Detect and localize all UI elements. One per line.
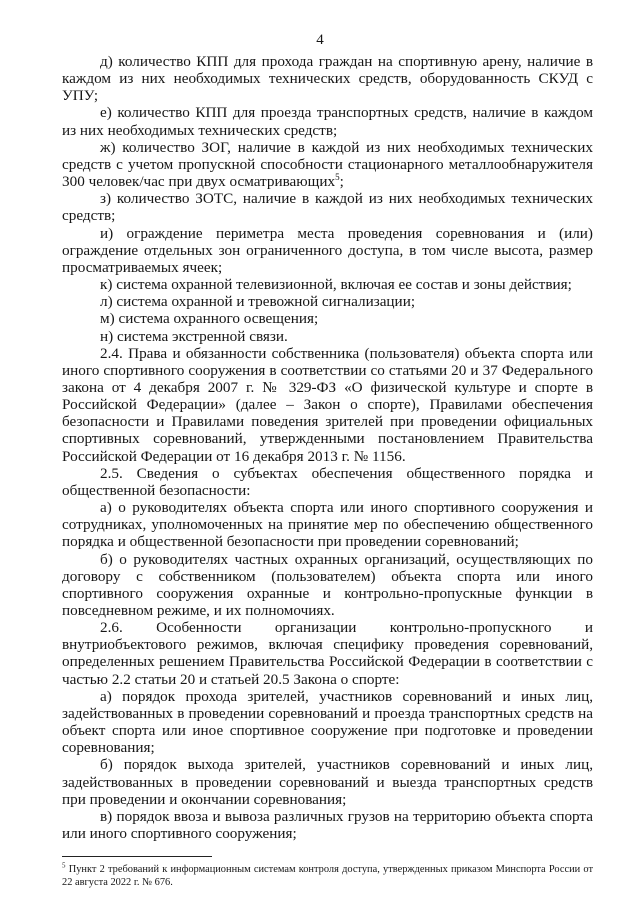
paragraph-m: м) система охранного освещения; <box>100 310 319 328</box>
section-2-6-v: в) порядок ввоза и вывоза различных грузов на территорию объекта спорта или иного спортивного сооружения; <box>62 807 593 843</box>
paragraph-n: н) система экстренной связи. <box>100 327 288 345</box>
footnote-marker: 5 <box>62 861 66 870</box>
footnote-divider <box>62 856 212 857</box>
paragraph-d: д) количество КПП для прохода граждан на спортивную арену, наличие в каждом из них необходимых технических средств, оборудованность СКУД с УПУ; <box>62 53 593 105</box>
paragraph-l: л) система охранной и тревожной сигнализации; <box>100 293 416 311</box>
section-2-5-b: б) о руководителях частных охранных организаций, осуществляющих по договору с собственником (пользователем) объекта спорта или иного спортивного сооружения охранные и контрольно-пропускные функции в повседневном режиме, и их полномочиях. <box>62 550 593 619</box>
paragraph-zh-end: ; <box>339 173 344 191</box>
footnote <box>62 861 593 889</box>
section-2-6-b: б) порядок выхода зрителей, участников соревнований и иных лиц, задействованных в проведении соревнований и выезда транспортных средств при проведении и окончании соревнования; <box>62 756 593 808</box>
page-number: 4 <box>316 32 324 48</box>
paragraph-zh-text: ж) количество ЗОГ, наличие в каждой из них необходимых технических средств с учетом пропускной способности стационарного металлообнаружителя 300 человек/час при двух осматривающих <box>62 138 593 191</box>
section-2-4: 2.4. Права и обязанности собственника (пользователя) объекта спорта или иного спортивного сооружения в соответствии со статьями 20 и 37 Федерального закона от 4 декабря 2007 г. № 329-ФЗ «О физической культуре и спорте в Российской Федерации» (далее – Закон о спорте), Правилами обеспечения безопасности и Правилами поведения зрителей при проведении официальных спортивных соревнований, утвержденными постановлением Правительства Российской Федерации от 16 декабря 2013 г. № 1156. <box>62 344 593 465</box>
paragraph-e: е) количество КПП для проезда транспортных средств, наличие в каждом из них необходимых технических средств; <box>62 104 593 139</box>
footnote-reference: 5 <box>335 172 340 183</box>
paragraph-k: к) система охранной телевизионной, включая ее состав и зоны действия; <box>100 276 572 294</box>
section-2-6: 2.6. Особенности организации контрольно-пропускного и внутриобъектового режимов, включая специфику проведения соревнований, определенных решением Правительства Российской Федерации в соответствии с частью 2.2 статьи 20 и статьей 20.5 Закона о спорте: <box>62 619 593 688</box>
paragraph-zh <box>62 139 593 190</box>
section-2-5: 2.5. Сведения о субъектах обеспечения общественного порядка и общественной безопасности: <box>62 464 593 499</box>
section-2-6-a: а) порядок прохода зрителей, участников соревнований и иных лиц, задействованных в проведении соревнований и проезда транспортных средств на объект спорта или иное спортивное сооружение при подготовке и проведении соревнования; <box>62 687 593 757</box>
paragraph-z: з) количество ЗОТС, наличие в каждой из них необходимых технических средств; <box>62 190 593 225</box>
footnote-text: Пункт 2 требований к информационным системам контроля доступа, утвержденных приказом Минспорта России от 22 августа 2022 г. № 676. <box>62 864 593 888</box>
paragraph-i: и) ограждение периметра места проведения соревнования и (или) ограждение отдельных зон ограниченного доступа, в том числе высота, размер просматриваемых ячеек; <box>62 224 593 276</box>
section-2-5-a: а) о руководителях объекта спорта или иного спортивного сооружения и сотрудниках, уполномоченных на принятие мер по обеспечению общественного порядка и общественной безопасности при проведении соревнований; <box>62 499 593 551</box>
document-body <box>62 53 593 842</box>
